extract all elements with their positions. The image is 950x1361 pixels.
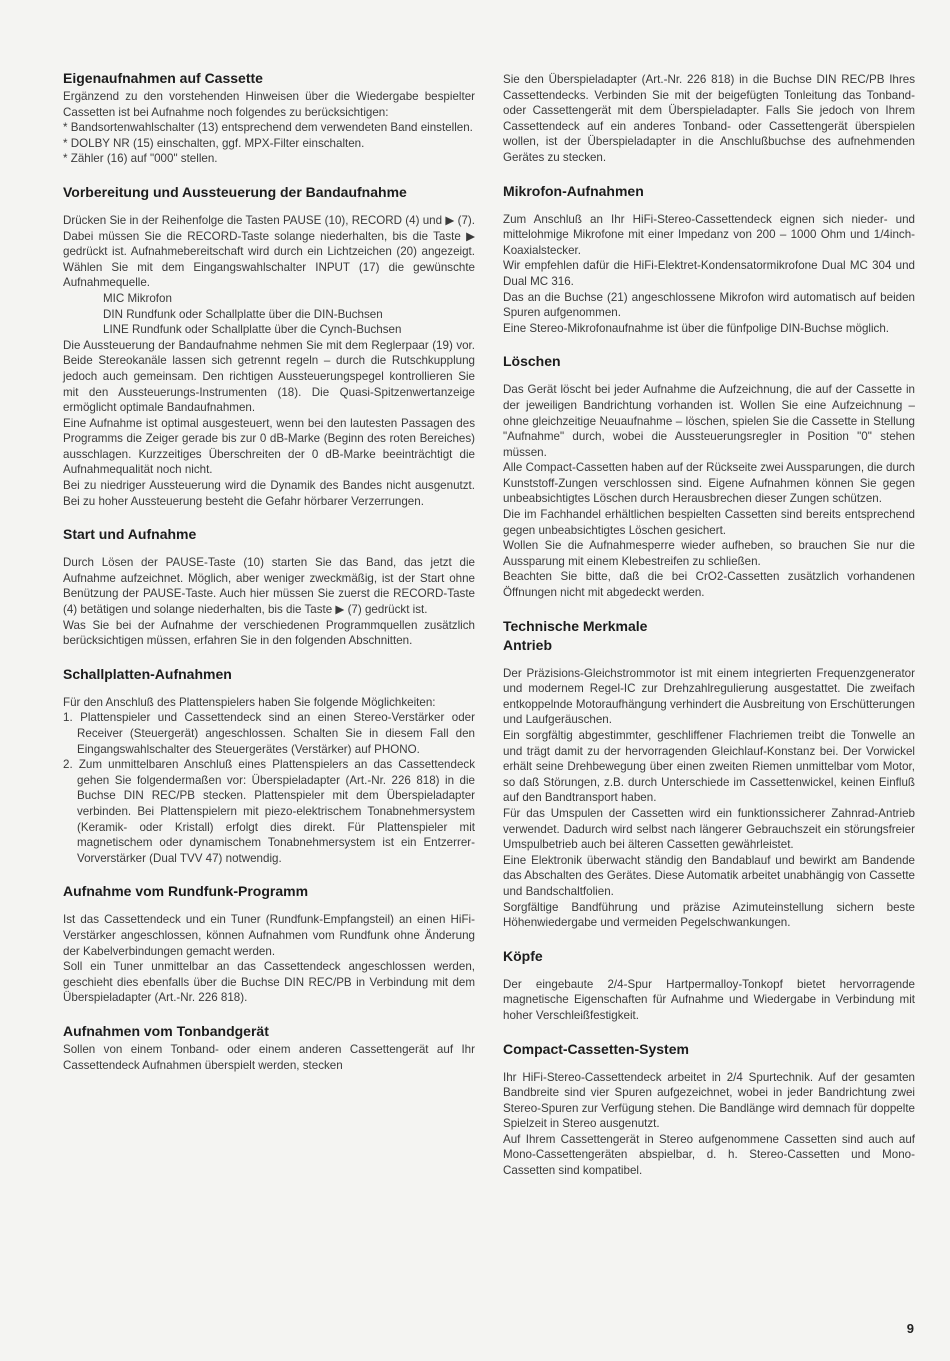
paragraph: Bei zu niedriger Aussteuerung wird die Dynamik des Bandes nicht ausgenutzt. Bei zu hoher Aussteuerung besteht die Gefahr hörbarer Verzerrungen. [63,479,475,508]
paragraph: Ein sorgfältig abgestimmter, geschliffener Flachriemen treibt die Tonwelle an und trägt damit zu der hervorragenden Gleichlauf-Konstanz bei. Der Vorwickel erhält seine Drehbewegung über einen zweiten Riemen unmittelbar vom Motor, so daß Störungen, z.B. durch Unterschiede im Cassettenwickel, keinen Einfluß auf den Bandtransport haben. [503,729,915,805]
section-koepfe [503,948,915,1024]
paragraph: Eine Aufnahme ist optimal ausgesteuert, wenn bei den lautesten Passagen des Programms die Zeiger gerade bis zur 0 dB-Marke (Beginn des roten Bereiches) ausschlagen. Kurzzeitiges Überschreiten der 0 dB-Marke beeinträchtigt die Aufnahmequalität noch nicht. [63,416,475,477]
section-mikrofon [503,183,915,337]
section-start [63,526,475,649]
paragraph: Der Präzisions-Gleichstrommotor ist mit einem integrierten Frequenzgenerator und modernem Regel-IC zur Drehzahlregulierung ausgestattet. Die zweifach entkoppelnde Motoraufhängung verhindert die Ausbreitung von Erschütterungen und Laufgeräuschen. [503,666,915,727]
paragraph: Sollen von einem Tonband- oder einem anderen Cassettengerät auf Ihr Cassettendeck Aufnahmen überspielt werden, stecken [63,1042,475,1072]
section-heading: Aufnahmen vom Tonbandgerät [63,1022,269,1039]
paragraph: Ergänzend zu den vorstehenden Hinweisen über die Wiedergabe bespielter Cassetten ist bei Aufnahme noch folgendes zu berücksichtigen: [63,90,475,119]
paragraph: Alle Compact-Cassetten haben auf der Rückseite zwei Aussparungen, die durch Kunststoff-Zungen verschlossen sind. Eigene Aufnahmen können Sie gegen unbeabsichtigtes Löschen durch Herausbrechen dieser Zungen schützen. [503,461,915,506]
page-number: 9 [906,1321,914,1336]
paragraph: Soll ein Tuner unmittelbar an das Cassettendeck angeschlossen werden, geschieht dies ebenfalls über die Buchse DIN REC/PB in Verbindung mit dem Überspieladapter (Art.-Nr. 226 818). [63,960,475,1005]
section-rundfunk [63,883,475,1006]
input-option: LINE Rundfunk oder Schallplatte über die Cynch-Buchsen [103,323,402,337]
section-vorbereitung [63,184,475,509]
bullet-item: * DOLBY NR (15) einschalten, ggf. MPX-Filter einschalten. [63,136,365,150]
paragraph: Was Sie bei der Aufnahme der verschiedenen Programmquellen zusätzlich berücksichtigen müssen, erfahren Sie in den folgenden Abschnitten. [63,618,475,648]
numbered-item: 2. Zum unmittelbaren Anschluß eines Plattenspielers an das Cassettendeck gehen Sie folgendermaßen vor: Überspieladapter (Art.-Nr. 226 818) in die Buchse DIN REC/PB stecken. Plattenspieler mit dem Überspieladapter verbinden. Bei Plattenspielern mit piezo-elektrischem Tonabnehmersystem (Keramik- oder Kristall) erfolgt dies direkt. Für Plattenspieler mit magnetischem oder dynamischem Tonabnehmersystem ist ein Entzerrer-Vorverstärker (Dual TVV 47) notwendig. [63,758,475,865]
paragraph: Ist das Cassettendeck und ein Tuner (Rundfunk-Empfangsteil) an einen HiFi-Verstärker angeschlossen, können Aufnahmen vom Rundfunk ohne Änderung der Kabelverbindungen gemacht werden. [63,913,475,958]
right-column [503,72,915,1179]
section-heading: Technische Merkmale [503,617,648,634]
section-schallplatten [63,666,475,867]
input-option: MIC Mikrofon [103,291,172,305]
section-heading: Mikrofon-Aufnahmen [503,182,644,199]
sub-heading: Antrieb [503,636,552,653]
left-column [63,70,475,1073]
bullet-item: * Bandsortenwahlschalter (13) entsprechend dem verwendeten Band einstellen. [63,121,473,135]
paragraph: Die im Fachhandel erhältlichen bespielten Cassetten sind bereits entsprechend gegen unbeabsichtigtes Löschen gesichert. [503,508,915,537]
section-heading: Köpfe [503,947,543,964]
section-heading: Löschen [503,353,561,370]
paragraph: Sorgfältige Bandführung und präzise Azimuteinstellung sichern beste Höhenwiedergabe und vermeiden Pegelschwankungen. [503,900,915,930]
paragraph: Die Aussteuerung der Bandaufnahme nehmen Sie mit dem Reglerpaar (19) vor. Beide Stereokanäle lassen sich getrennt regeln – durch die Rutschkupplung jedoch auch gemeinsam. Den richtigen Aussteuerungspegel kontrollieren Sie mit den Aussteuerungs-Instrumenten (18). Die Quasi-Spitzenwertanzeige ermöglicht optimale Bandaufnahmen. [63,338,475,415]
paragraph: Eine Elektronik überwacht ständig den Bandablauf und bewirkt am Bandende das Abschalten des Gerätes. Diese Automatik arbeitet unabhängig von Cassette und Bandschaltfolien. [503,853,915,898]
paragraph: Beachten Sie bitte, daß die bei CrO2-Cassetten zusätzlich vorhandenen Öffnungen nicht mit abgedeckt werden. [503,570,915,600]
paragraph: Der eingebaute 2/4-Spur Hartpermalloy-Tonkopf bietet hervorragende magnetische Eigenschaften für Aufnahme und Wiedergabe in Verbindung mit hoher Verschleißfestigkeit. [503,977,915,1022]
section-heading: Compact-Cassetten-System [503,1040,689,1057]
paragraph: Wollen Sie die Aufnahmesperre wieder aufheben, so brauchen Sie nur die Aussparung mit einem Klebestreifen zu schließen. [503,539,915,568]
paragraph: Drücken Sie in der Reihenfolge die Tasten PAUSE (10), RECORD (4) und ▶ (7). Dabei müssen Sie die RECORD-Taste solange niederhalten, bis die Taste ▶ gedrückt ist. Aufnahmebereitschaft wird durch ein Lichtzeichen (20) angezeigt. Wählen Sie mit dem Eingangswahlschalter INPUT (17) die gewünschte Aufnahmequelle. [63,213,475,290]
paragraph: Für den Anschluß des Plattenspielers haben Sie folgende Möglichkeiten: [63,695,436,709]
paragraph: Durch Lösen der PAUSE-Taste (10) starten Sie das Band, das jetzt die Aufnahme aufzeichnet. Möglich, aber weniger zweckmäßig, ist der Start ohne Benützung der PAUSE-Taste. Auch hier müssen Sie zuerst die RECORD-Taste (4) betätigen und solange niederhalten, bis die Taste ▶ (7) gedrückt ist. [63,556,475,617]
section-continued [503,72,915,166]
paragraph: Sie den Überspieladapter (Art.-Nr. 226 818) in die Buchse DIN REC/PB Ihres Cassettendecks. Verbinden Sie mit der beigefügten Tonleitung das Tonband- oder Cassettengerät mit dem Überspieladapter. Falls Sie jedoch von Ihrem Cassettendeck auf ein anderes Tonband- oder Cassettengerät überspielen wollen, ist der Überspieladapter in die Anschlußbuchse des aufnehmenden Gerätes zu stecken. [503,73,915,164]
paragraph: Ihr HiFi-Stereo-Cassettendeck arbeitet in 2/4 Spurtechnik. Auf der gesamten Bandbreite sind vier Spuren aufgezeichnet, wobei in jeder Bandrichtung zwei Stereo-Spuren zur Verfügung stehen. Die Bandlänge wird demnach für doppelte Spielzeit in Stereo ausgenutzt. [503,1070,915,1131]
paragraph: Auf Ihrem Cassettengerät in Stereo aufgenommene Cassetten sind auch auf Mono-Cassettengeräten abspielbar, d. h. Stereo-Cassetten und Mono-Cassetten sind kompatibel. [503,1132,915,1178]
paragraph: Wir empfehlen dafür die HiFi-Elektret-Kondensatormikrofone Dual MC 304 und Dual MC 316. [503,259,915,288]
paragraph: Zum Anschluß an Ihr HiFi-Stereo-Cassettendeck eignen sich nieder- und mittelohmige Mikrofone mit einer Impedanz von 200 – 1000 Ohm und 1/4inch-Koaxialstecker. [503,212,915,257]
section-heading: Aufnahme vom Rundfunk-Programm [63,883,309,900]
section-eigenaufnahmen [63,70,475,167]
section-heading: Schallplatten-Aufnahmen [63,665,232,682]
paragraph: Das Gerät löscht bei jeder Aufnahme die Aufzeichnung, die auf der Cassette in der jeweiligen Bandrichtung vorhanden ist. Wollen Sie eine Aufzeichnung – ohne gleichzeitige Neuaufnahme – löschen, spielen Sie die Cassette in Stellung "Aufnahme" durch, wobei die Aussteuerungsregler in Position "0" stehen müssen. [503,383,915,459]
section-compact-cassetten [503,1041,915,1179]
numbered-item: 1. Plattenspieler und Cassettendeck sind an einen Stereo-Verstärker oder Receiver (Steuergerät) angeschlossen. Schalten Sie in diesem Fall den Eingangswahlschalter des Steuergerätes (Verstärker) auf PHONO. [63,711,475,756]
section-technische-merkmale [503,618,915,931]
paragraph: Das an die Buchse (21) angeschlossene Mikrofon wird automatisch auf beiden Spuren aufgenommen. [503,290,915,320]
section-heading: Start und Aufnahme [63,526,197,543]
input-option: DIN Rundfunk oder Schallplatte über die DIN-Buchsen [103,307,383,321]
section-loeschen [503,353,915,600]
bullet-item: * Zähler (16) auf "000" stellen. [63,152,218,166]
paragraph: Eine Stereo-Mikrofonaufnahme ist über die fünfpolige DIN-Buchse möglich. [503,321,890,335]
section-tonbandgeraet [63,1023,475,1073]
section-heading: Vorbereitung und Aussteuerung der Bandaufnahme [63,183,407,200]
paragraph: Für das Umspulen der Cassetten wird ein funktionssicherer Zahnrad-Antrieb verwendet. Dadurch wird selbst nach längerer Gebrauchszeit ein störungsfreier Umspulbetrieb auch bei älteren Cassetten gewährleistet. [503,806,915,852]
section-heading: Eigenaufnahmen auf Cassette [63,70,263,86]
